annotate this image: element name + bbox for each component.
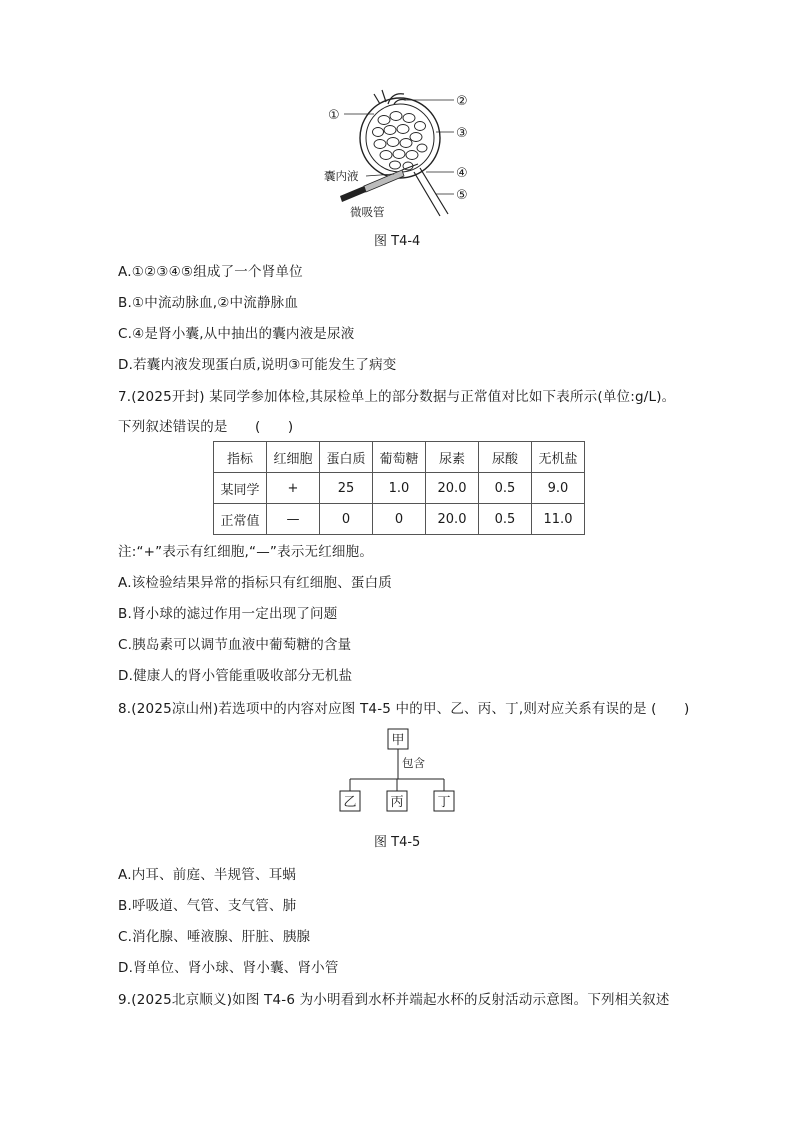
table-cell: 20.0 [426,504,479,535]
q7-stem-line2: 下列叙述错误的是 ( ) [118,419,294,435]
figure-t4-4-caption: 图 T4-4 [374,234,421,249]
box-child-2-label: 丙 [390,795,404,810]
label-3: ③ [456,126,468,141]
urine-test-table [213,441,585,535]
q6-option-d: D.若囊内液发现蛋白质,说明③可能发生了病变 [118,357,397,373]
table-cell: 25 [320,473,373,504]
table-cell: 1.0 [373,473,426,504]
q7-stem-line1: 7.(2025开封) 某同学参加体检,其尿检单上的部分数据与正常值对比如下表所示(单位:g/L)。 [118,389,676,405]
label-2: ② [456,94,468,109]
q7-option-b: B.肾小球的滤过作用一定出现了问题 [118,606,338,622]
q6-option-a: A.①②③④⑤组成了一个肾单位 [118,264,303,280]
glomerulus [373,112,428,171]
table-header: 葡萄糖 [373,442,426,473]
table-cell: 0.5 [479,504,532,535]
table-header: 尿酸 [479,442,532,473]
q7-option-c: C.胰岛素可以调节血液中葡萄糖的含量 [118,637,352,653]
q8-stem: 8.(2025凉山州)若选项中的内容对应图 T4-5 中的甲、乙、丙、丁,则对应关系有误的是 ( ) [118,701,690,717]
q9-stem: 9.(2025北京顺义)如图 T4-6 为小明看到水杯并端起水杯的反射活动示意图。下列相关叙述 [118,992,670,1008]
q8-option-b: B.呼吸道、气管、支气管、肺 [118,898,297,914]
q6-option-b: B.①中流动脉血,②中流静脉血 [118,295,299,311]
table-cell: 20.0 [426,473,479,504]
table-header: 尿素 [426,442,479,473]
table-cell: 11.0 [532,504,585,535]
q8-option-d: D.肾单位、肾小球、肾小囊、肾小管 [118,960,339,976]
table-header: 指标 [214,442,267,473]
table-cell: 某同学 [214,473,267,504]
label-1: ① [328,108,340,123]
label-4: ④ [456,166,468,181]
table-header-row [214,442,585,473]
table-cell: 0 [320,504,373,535]
box-child-3-label: 丁 [437,795,451,810]
q7-option-a: A.该检验结果异常的指标只有红细胞、蛋白质 [118,575,392,591]
q7-option-d: D.健康人的肾小管能重吸收部分无机盐 [118,668,353,684]
table-header: 红细胞 [267,442,320,473]
table-cell: — [267,504,320,535]
figure-t4-5-caption: 图 T4-5 [374,835,421,850]
fluid-label: 囊内液 [324,169,359,183]
table-cell: + [267,473,320,504]
q8-option-a: A.内耳、前庭、半规管、耳蜗 [118,867,297,883]
pipette-label: 微吸管 [350,205,385,219]
table-row [214,504,585,535]
q7-note: 注:“+”表示有红细胞,“—”表示无红细胞。 [118,544,374,560]
table-cell: 正常值 [214,504,267,535]
table-header: 无机盐 [532,442,585,473]
figure-t4-5 [330,725,470,817]
table-header: 蛋白质 [320,442,373,473]
table-cell: 0 [373,504,426,535]
q6-option-c: C.④是肾小囊,从中抽出的囊内液是尿液 [118,326,355,342]
table-cell: 0.5 [479,473,532,504]
label-5: ⑤ [456,188,468,203]
table-cell: 9.0 [532,473,585,504]
box-top-label: 甲 [391,733,405,748]
figure-t4-4 [318,88,498,220]
q8-option-c: C.消化腺、唾液腺、肝脏、胰腺 [118,929,311,945]
box-child-1-label: 乙 [343,795,357,810]
table-row [214,473,585,504]
relation-label: 包含 [402,756,425,770]
